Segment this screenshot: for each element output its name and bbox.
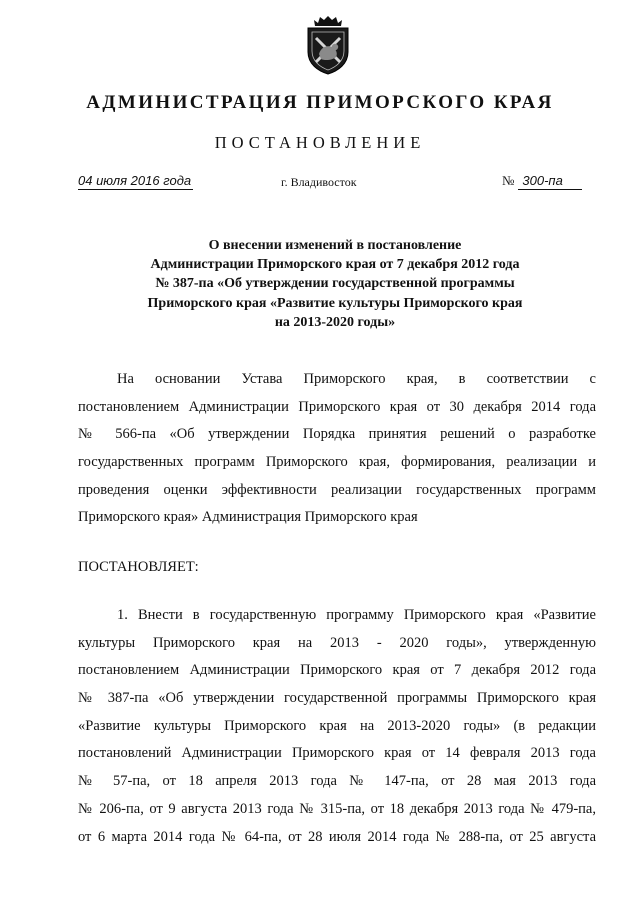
text-line: № 57-па, от 18 апреля 2013 года № 147-па, от 28 мая 2013 года — [78, 773, 596, 790]
text-line: постановлением Администрации Приморского края от 7 декабря 2012 года — [78, 662, 596, 679]
number-value: 300-па — [518, 173, 582, 190]
document-number — [502, 173, 582, 190]
title-line: № 387-па «Об утверждении государственной программы — [155, 276, 515, 292]
text-line: культуры Приморского края на 2013 - 2020 годы», утвержденную — [78, 634, 596, 651]
text-line: проведения оценки эффективности реализации государственных программ — [78, 481, 596, 498]
text-line: «Развитие культуры Приморского края на 2013-2020 годы» (в редакции — [78, 717, 596, 734]
text-line: № 206-па, от 9 августа 2013 года № 315-па, от 18 декабря 2013 года № 479-па, — [78, 800, 596, 817]
text-line: № 387-па «Об утверждении государственной программы Приморского края — [78, 690, 596, 707]
text-line: 1. Внести в государственную программу Приморского края «Развитие — [117, 607, 596, 623]
clause-1-paragraph — [78, 602, 596, 851]
preamble-paragraph — [78, 366, 596, 532]
text-line: от 6 марта 2014 года № 64-па, от 28 июля 2014 года № 288-па, от 25 августа — [78, 828, 596, 845]
text-line: постановлением Администрации Приморского края от 30 декабря 2014 года — [78, 398, 596, 415]
text-line: ПОСТАНОВЛЯЕТ: — [78, 559, 199, 575]
title-line: Администрации Приморского края от 7 декабря 2012 года — [150, 257, 520, 273]
resolves-heading — [78, 554, 596, 582]
organization-name: АДМИНИСТРАЦИЯ ПРИМОРСКОГО КРАЯ — [86, 92, 554, 113]
text-line: № 566-па «Об утверждении Порядка принятия решений о разработке — [78, 426, 596, 443]
title-line: на 2013-2020 годы» — [274, 314, 396, 330]
document-date: 04 июля 2016 года — [78, 173, 192, 188]
title-line: Приморского края «Развитие культуры Приморского края — [147, 295, 523, 311]
text-line: Приморского края» Администрация Приморского края — [78, 509, 418, 526]
coat-of-arms-emblem — [302, 14, 354, 76]
text-line: постановлений Администрации Приморского края от 14 февраля 2013 года — [78, 745, 596, 762]
title-line: О внесении изменений в постановление — [208, 238, 462, 253]
text-line: На основании Устава Приморского края, в соответствии с — [117, 371, 596, 387]
number-sign: № — [502, 173, 515, 188]
document-type: ПОСТАНОВЛЕНИЕ — [214, 133, 426, 152]
document-city: г. Владивосток — [281, 175, 357, 189]
text-line: государственных программ Приморского края, формирования, реализации и — [78, 454, 596, 471]
document-title — [100, 236, 570, 332]
